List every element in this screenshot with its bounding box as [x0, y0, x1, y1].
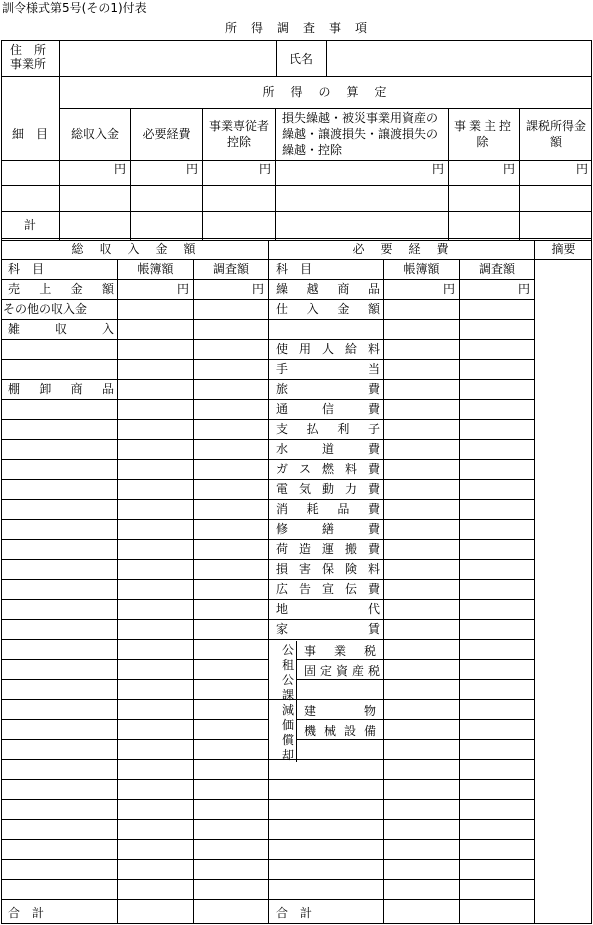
- yen-necessary-expenses: 円: [185, 162, 198, 176]
- income-item-label: 棚 卸 商 品: [8, 382, 114, 396]
- income-total-label: 合 計: [8, 906, 45, 920]
- yen-expense-audit: 円: [517, 282, 530, 296]
- depreciation-item-label: 建 物: [304, 704, 376, 718]
- form-caption: 訓令様式第5号(その1)付表: [2, 1, 147, 15]
- expense-item-label: ガ ス 燃 料 費: [276, 462, 380, 476]
- expense-subject-label: 科 目: [276, 262, 313, 276]
- form-title: 所 得 調 査 事 項: [224, 21, 368, 35]
- col-total-income: 総収入金: [70, 127, 119, 141]
- tax-group-label: 公租公課: [282, 643, 295, 702]
- col-necessary-expenses: 必要経費: [142, 127, 191, 141]
- col-loss-carry: 損失繰越・被災事業用資産の繰越・譲渡損失・譲渡損失の繰越・控除: [282, 111, 439, 157]
- expense-item-label: 広 告 宣 伝 費: [276, 582, 380, 596]
- yen-loss-carry: 円: [431, 162, 444, 176]
- income-audit-amount-label: 調査額: [212, 262, 249, 276]
- expense-header: 必 要 経 費: [352, 242, 451, 256]
- income-item-label: 雑 収 入: [8, 322, 114, 336]
- address-field[interactable]: [60, 41, 276, 76]
- expense-item-label: 消 耗 品 費: [276, 502, 380, 516]
- expense-item-label: 修 繕 費: [276, 522, 380, 536]
- expense-item-label: 通 信 費: [276, 402, 380, 416]
- expense-item-label: 地 代: [276, 602, 380, 616]
- income-item-label: 売 上 金 額: [8, 282, 114, 296]
- income-header: 総 収 入 金 額: [71, 242, 198, 256]
- expense-item-label: 電 気 動 力 費: [276, 482, 380, 496]
- income-subject-label: 科 目: [8, 262, 45, 276]
- expense-item-label: 手 当: [276, 362, 380, 376]
- expense-item-label: 支 払 利 子: [276, 422, 380, 436]
- expense-item-label: 荷 造 運 搬 費: [276, 542, 380, 556]
- depreciation-group-label: 減価償却: [282, 703, 295, 762]
- expense-total-label: 合 計: [276, 906, 313, 920]
- expense-audit-amount-label: 調査額: [478, 262, 515, 276]
- tax-item-label: 固 定 資 産 税: [304, 664, 380, 678]
- expense-item-label: 繰 越 商 品: [276, 282, 380, 296]
- name-field[interactable]: [327, 41, 591, 76]
- income-book-amount-label: 帳簿額: [137, 262, 174, 276]
- expense-item-label: 水 道 費: [276, 442, 380, 456]
- col-family-deduction: 事業専従者控除: [208, 119, 269, 149]
- expense-item-label: 家 賃: [276, 622, 380, 636]
- tax-item-label: 事 業 税: [304, 644, 376, 658]
- expense-item-label: 仕 入 金 額: [276, 302, 380, 316]
- upper-total-label: 計: [23, 218, 36, 232]
- yen-expense-book: 円: [442, 282, 455, 296]
- expense-item-label: 使 用 人 給 料: [276, 342, 380, 356]
- income-item-label: その他の収入金: [3, 302, 88, 316]
- yen-taxable-income: 円: [575, 162, 588, 176]
- col-item: 細 目: [11, 127, 48, 141]
- yen-income-book: 円: [176, 282, 189, 296]
- expense-item-label: 旅 費: [276, 382, 380, 396]
- col-owner-deduction: 事業主控除: [453, 119, 514, 149]
- yen-family-deduction: 円: [258, 162, 271, 176]
- income-calc-heading: 所 得 の 算 定: [262, 85, 389, 99]
- yen-owner-deduction: 円: [502, 162, 515, 176]
- remarks-header: 摘要: [551, 242, 576, 256]
- yen-income-audit: 円: [251, 282, 264, 296]
- depreciation-item-label: 機 械 設 備: [304, 724, 376, 738]
- expense-book-amount-label: 帳簿額: [403, 262, 440, 276]
- expense-item-label: 損 害 保 険 料: [276, 562, 380, 576]
- yen-total-income: 円: [113, 162, 126, 176]
- col-taxable-income: 課税所得金額: [525, 119, 586, 149]
- name-label: 氏名: [288, 52, 313, 66]
- address-label: 住 所 事業所: [10, 43, 47, 71]
